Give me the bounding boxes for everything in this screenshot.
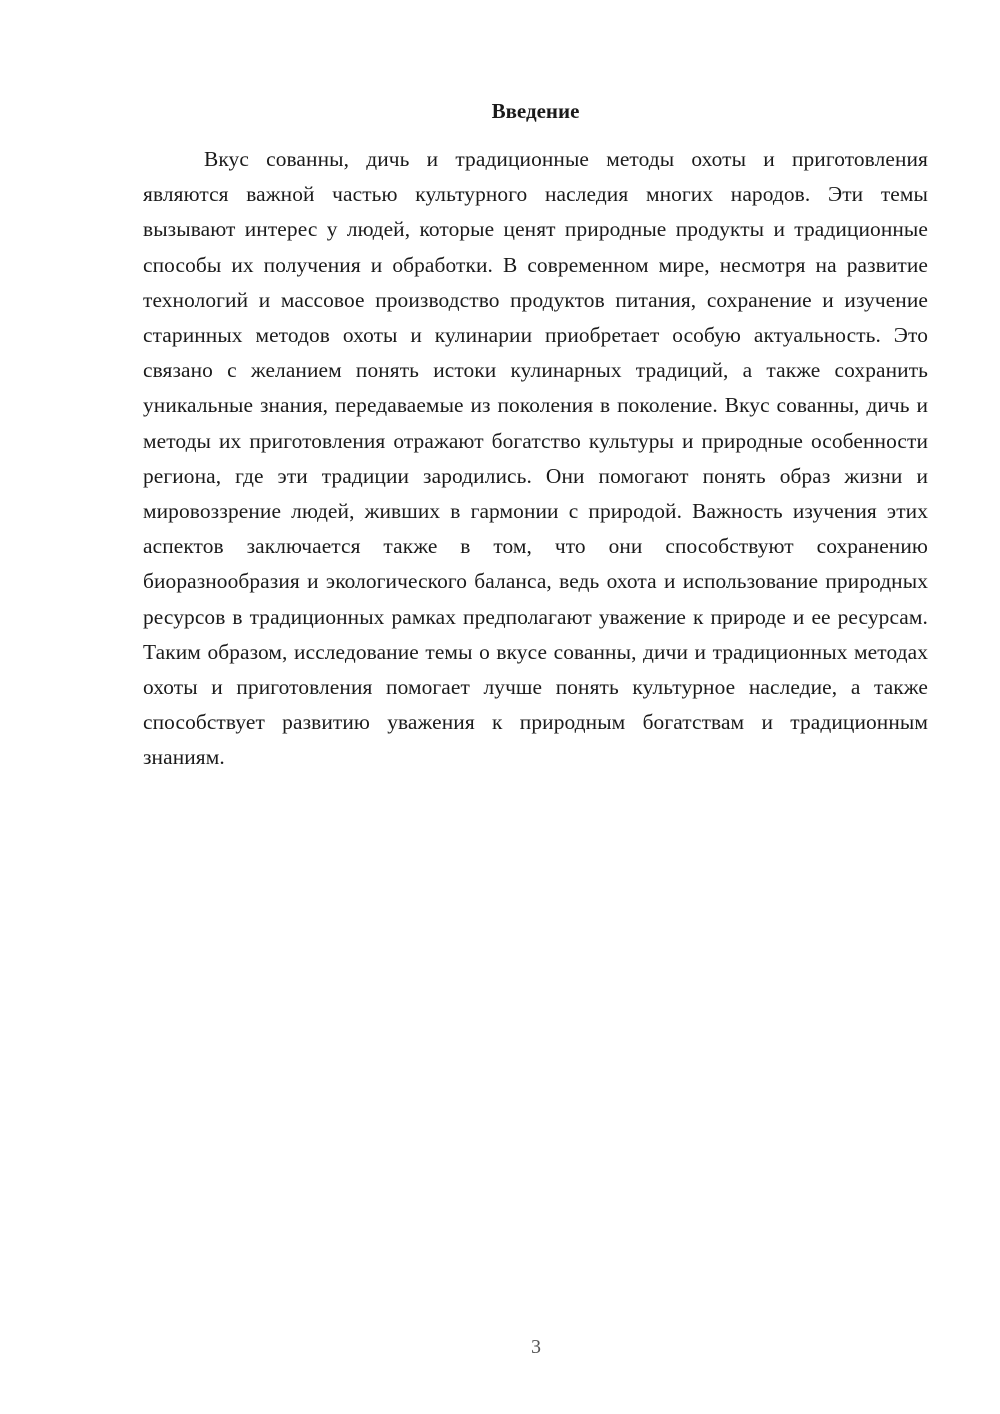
page-number: 3 — [531, 1336, 541, 1358]
body-paragraph: Вкус сованны, дичь и традиционные методы охоты и приготовления являются важной частью культурного наследия многих народов. Эти темы вызывают интерес у людей, которые ценят природные продукты и традиционные способы их получения и обработки. В современном мире, несмотря на развитие технологий и массовое производство продуктов питания, сохранение и изучение старинных методов охоты и кулинарии приобретает особую актуальность. Это связано с желанием понять истоки кулинарных традиций, а также сохранить уникальные знания, передаваемые из поколения в поколение. Вкус сованны, дичь и методы их приготовления отражают богатство культуры и природные особенности региона, где эти традиции зародились. Они помогают понять образ жизни и мировоззрение людей, живших в гармонии с природой. Важность изучения этих аспектов заключается также в том, что они способствуют сохранению биоразнообразия и экологического баланса, ведь охота и использование природных ресурсов в традиционных рамках предполагают уважение к природе и ее ресурсам. Таким образом, исследование темы о вкусе сованны, дичи и традиционных методах охоты и приготовления помогает лучше понять культурное наследие, а также способствует развитию уважения к природным богатствам и традиционным знаниям. — [143, 147, 928, 770]
section-heading: Введение — [491, 99, 580, 123]
